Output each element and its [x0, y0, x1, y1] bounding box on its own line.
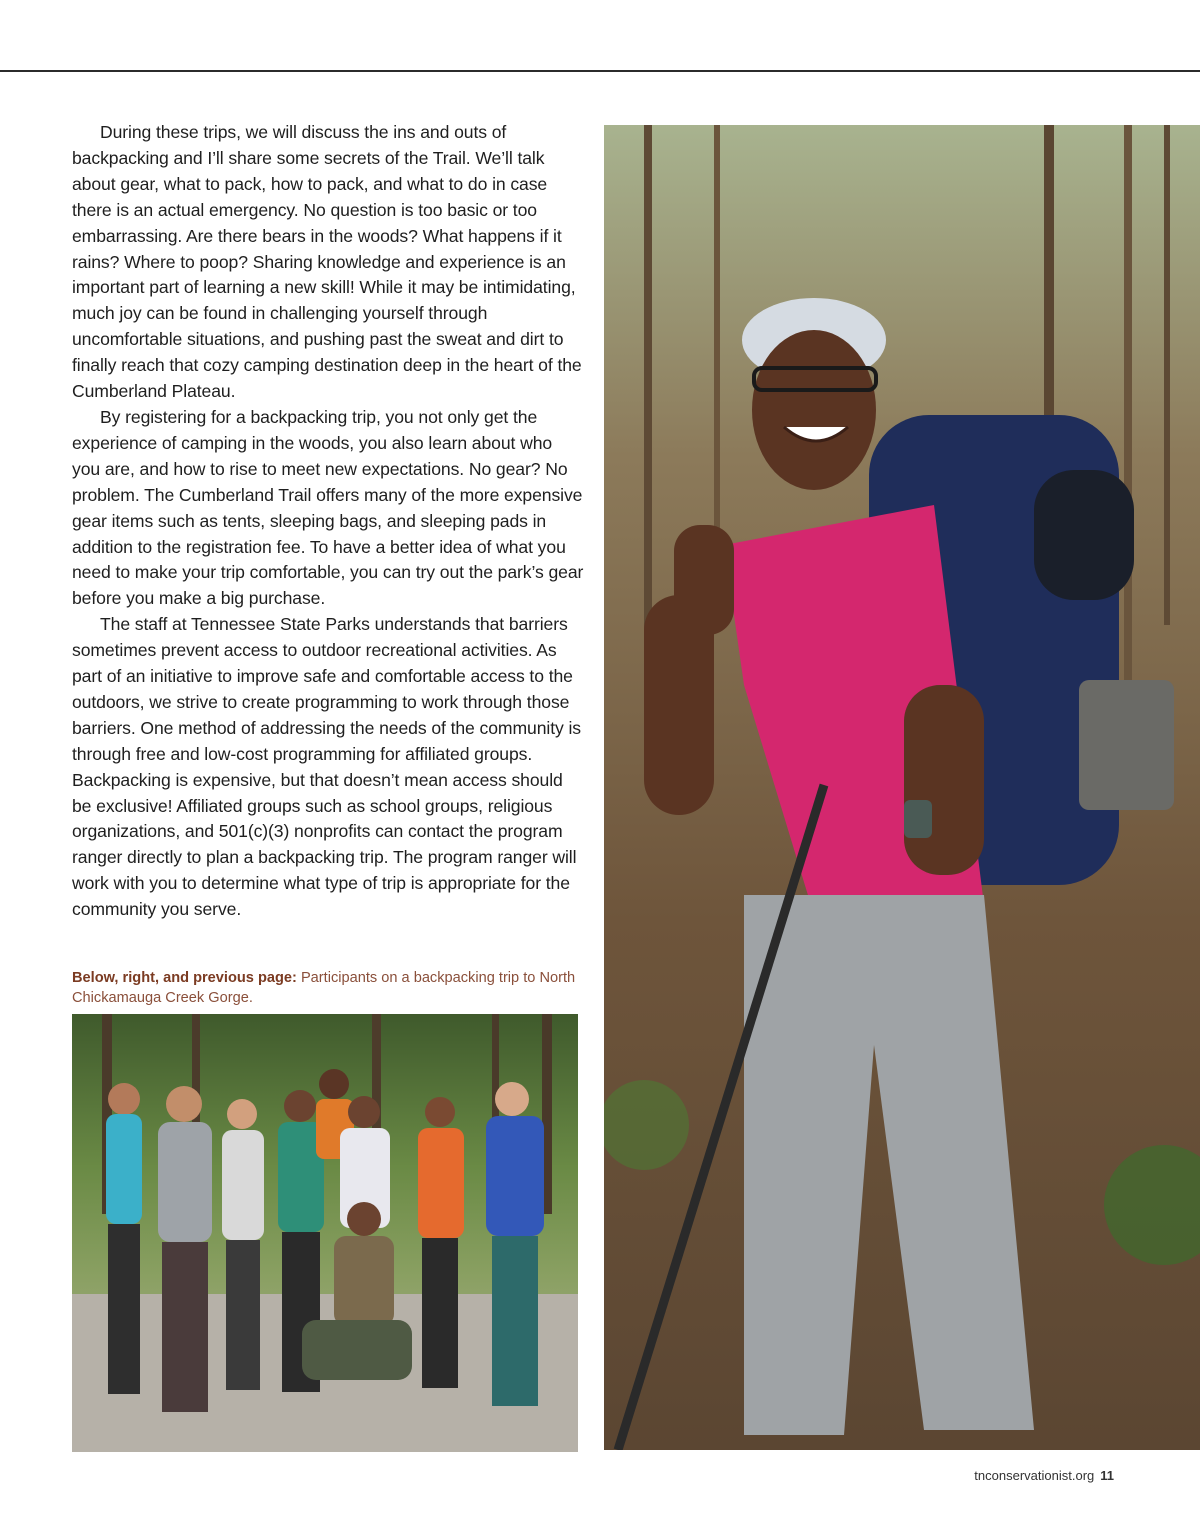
group-photo — [72, 1014, 578, 1452]
paragraph-2: By registering for a backpacking trip, you not only get the experience of camping in the woods, you also learn about who you are, and how to rise to meet new expectations. No gear? No problem. The Cumberland Trail offers many of the more expensive gear items such as tents, sleeping bags, and sleeping pads in addition to the registration fee. To have a better idea of what you need to make your trip comfortable, you can try out the park’s gear before you make a big purchase. — [72, 406, 584, 609]
photo-caption — [72, 968, 582, 1008]
paragraph-1: During these trips, we will discuss the ins and outs of backpacking and I’ll share some secrets of the Trail. We’ll talk about gear, what to pack, how to pack, and what to do in case there is an actual emergency. No question is too basic or too embarrassing. Are there bears in the woods? What happens if it rains? Where to poop? Sharing knowledge and experience is an important part of learning a new skill! While it may be intimidating, much joy can be found in challenging yourself through uncomfortable situations, and pushing past the sweat and dirt to finally reach that cozy camping destination deep in the heart of the Cumberland Plateau. — [72, 122, 582, 402]
caption-lead: Below, right, and previous page: — [72, 970, 297, 986]
footer-site: tnconservationist.org — [974, 1468, 1095, 1483]
page-number: 11 — [1100, 1468, 1114, 1483]
hiker-photo — [604, 125, 1200, 1450]
page-footer — [974, 1468, 1114, 1483]
top-rule — [0, 70, 1200, 72]
article-body — [72, 120, 584, 923]
caption-text: Participants on a backpacking trip to North Chickamauga Creek Gorge. — [72, 970, 576, 1006]
paragraph-3: The staff at Tennessee State Parks understands that barriers sometimes prevent access to outdoor recreational activities. As part of an initiative to improve safe and comfortable access to the outdoors, we strive to create programming to work through those barriers. One method of addressing the needs of the community is through free and low-cost programming for affiliated groups. Backpacking is expensive, but that doesn’t mean access should be exclusive! Affiliated groups such as school groups, religious organizations, and 501(c)(3) nonprofits can contact the program ranger directly to plan a backpacking trip. The program ranger will work with you to determine what type of trip is appropriate for the community you serve. — [72, 614, 581, 920]
